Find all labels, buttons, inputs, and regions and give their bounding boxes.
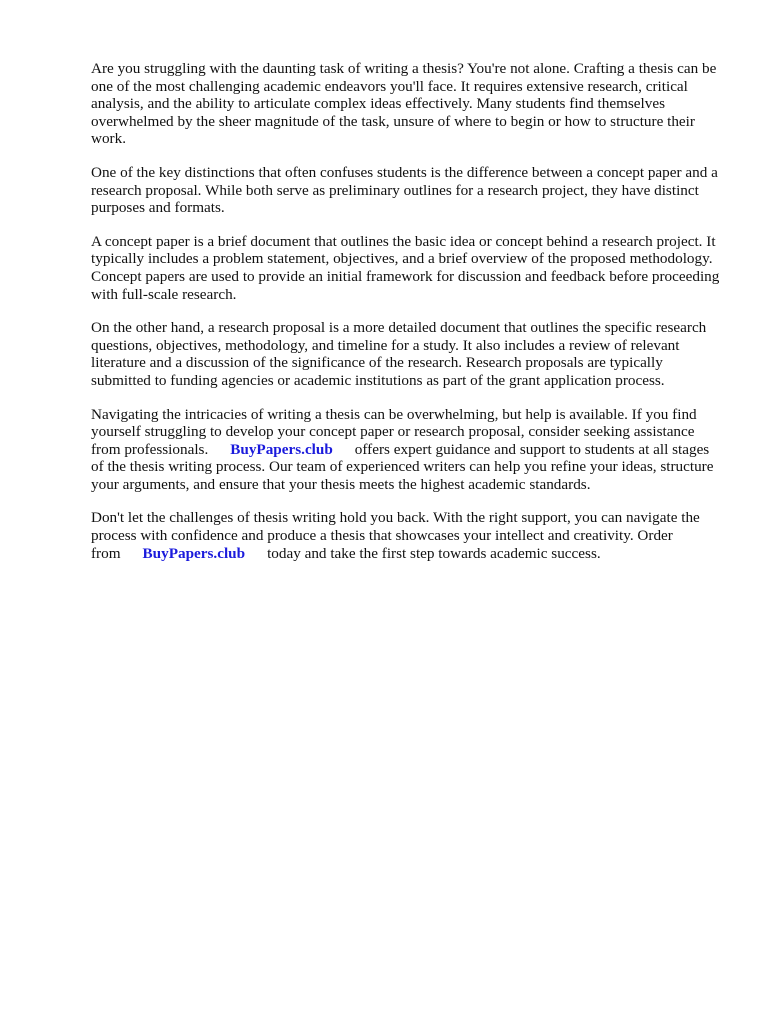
closing-text-before-link: Don't let the challenges of thesis writing hold you back. With the right support, you can navigate the process with confidence and produce a thesis that showcases your intellect and creativity. Order from xyxy=(91,509,700,562)
document-body xyxy=(91,60,721,578)
paragraph-research-proposal: On the other hand, a research proposal is a more detailed document that outlines the specific research questions, objectives, methodology, and timeline for a study. It also includes a review of relevant literature and a discussion of the significance of the research. Research proposals are typically submitted to funding agencies or academic institutions as part of the grant application process. xyxy=(91,319,707,389)
buypapers-order-link[interactable]: BuyPapers.club xyxy=(142,544,246,562)
help-text-after-link: offers expert guidance and support to students at all stages of the thesis writing process. Our team of experienced writers can help you refine your ideas, structure your arguments, and ensure that your thesis meets the highest academic standards. xyxy=(91,440,714,493)
paragraph-intro: Are you struggling with the daunting task of writing a thesis? You're not alone. Crafting a thesis can be one of the most challenging academic endeavors you'll face. It requires extensive research, critical analysis, and the ability to articulate complex ideas effectively. Many students find themselves overwhelmed by the sheer magnitude of the task, unsure of where to begin or how to structure their work. xyxy=(91,60,717,148)
paragraph-help xyxy=(91,406,721,494)
help-text-before-link: Navigating the intricacies of writing a thesis can be overwhelming, but help is available. If you find yourself struggling to develop your concept paper or research proposal, consider seeking assistance from professionals. xyxy=(91,405,697,458)
paragraph-concept-paper: A concept paper is a brief document that outlines the basic idea or concept behind a research project. It typically includes a problem statement, objectives, and a brief overview of the proposed methodology. Concept papers are used to provide an initial framework for discussion and feedback before proceeding with full-scale research. xyxy=(91,232,720,303)
paragraph-distinctions: One of the key distinctions that often confuses students is the difference between a concept paper and a research proposal. While both serve as preliminary outlines for a research project, they have distinct purposes and formats. xyxy=(91,163,718,217)
closing-text-after-link: today and take the first step towards academic success. xyxy=(267,544,601,562)
paragraph-closing xyxy=(91,509,721,562)
buypapers-link[interactable]: BuyPapers.club xyxy=(230,440,333,458)
